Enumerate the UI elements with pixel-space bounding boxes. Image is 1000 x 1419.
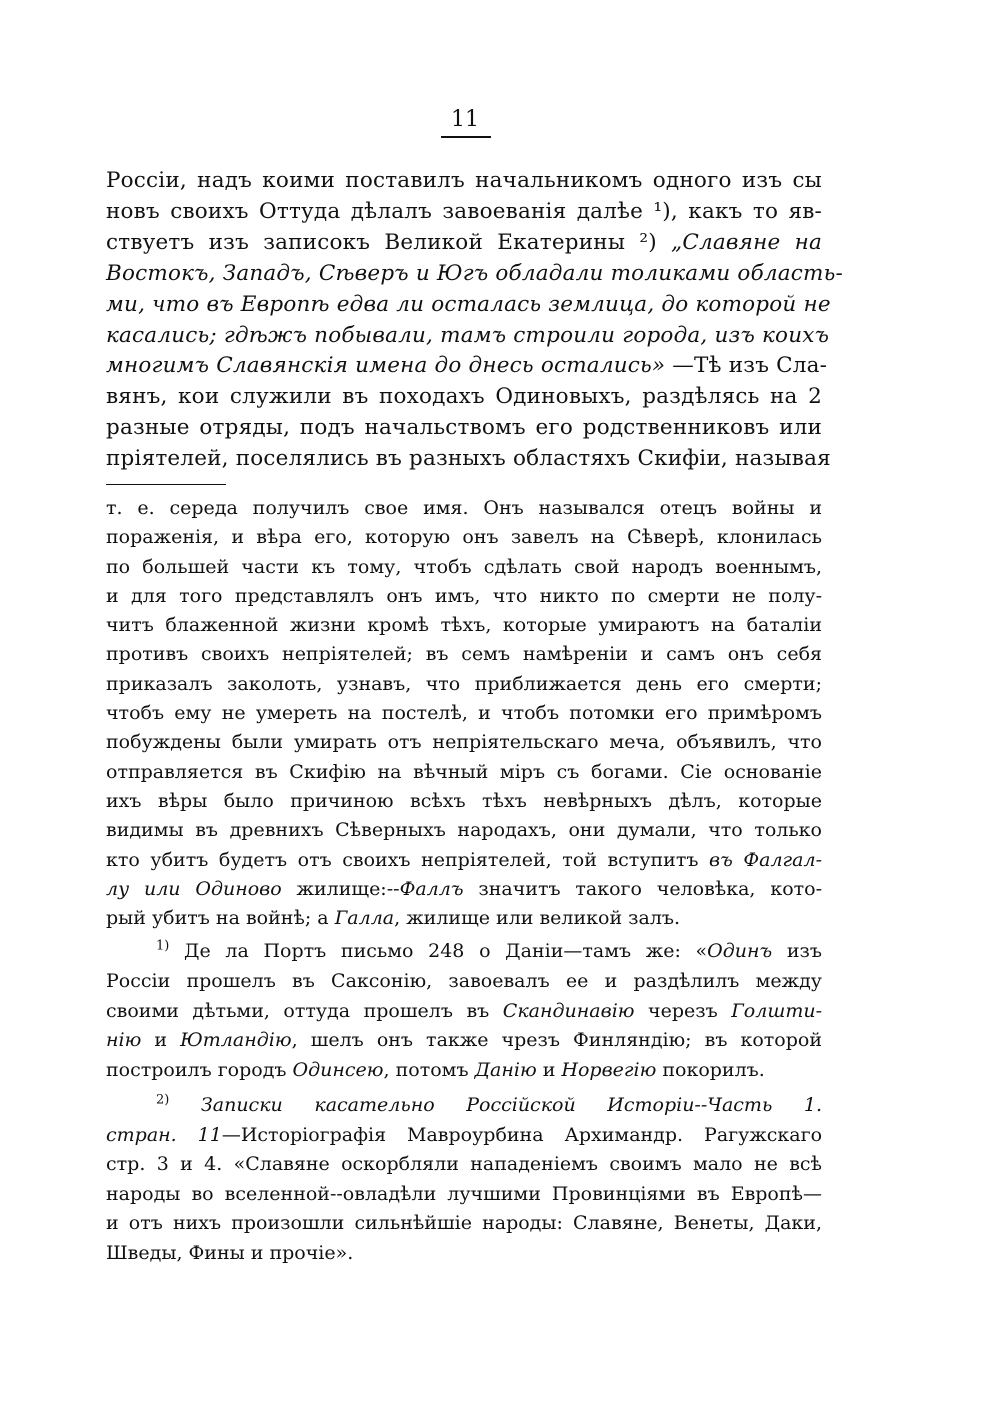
fn1-line-3-mid: черезъ xyxy=(634,999,732,1022)
fn2-line-1-italic: Записки касательно Россійской Исторіи--Часть 1. xyxy=(200,1094,822,1116)
fn1-line-1-italic: Одинъ xyxy=(707,940,773,962)
fn1-line-3-italic-2: Голшти- xyxy=(731,999,822,1022)
fn2-line-2 xyxy=(106,1121,822,1151)
fn-cont-line-5: читъ блаженной жизни кромѣ тѣхъ, которые умираютъ на баталіи xyxy=(106,614,822,637)
fn1-line-3-italic-1: Скандинавію xyxy=(502,999,635,1022)
fn1-line-3 xyxy=(106,997,822,1027)
page-number-underline xyxy=(441,136,491,138)
fn-cont-line-13-text: кто убитъ будетъ отъ своихъ непріятелей, той вступитъ xyxy=(106,848,699,871)
fn-cont-line-4: и для того представлялъ онъ имъ, что никто по смерти не полу- xyxy=(106,584,822,607)
fn1-line-4-tail: , шелъ онъ также чрезъ Финляндію; въ которой xyxy=(291,1029,822,1052)
fn-cont-line-12: видимы въ древнихъ Сѣверныхъ народахъ, они думали, что только xyxy=(106,819,822,842)
fn2-line-6: Шведы, Фины и прочіе». xyxy=(106,1241,354,1264)
main-line-4: Востокъ, Западъ, Сѣверъ и Югъ обладали толиками область- xyxy=(106,260,844,286)
main-line-7-quote: многимъ Славянскія имена до днесь остались» xyxy=(106,353,666,379)
fn1-line-5-mid: , потомъ xyxy=(383,1059,475,1082)
main-text xyxy=(106,166,844,475)
fn-cont-line-3: по большей части къ тому, чтобъ сдѣлать свой народъ военнымъ, xyxy=(106,555,822,578)
main-line-3 xyxy=(106,228,822,259)
fn1-line-4-italic-2: Ютландію xyxy=(180,1029,292,1052)
fn-cont-line-13 xyxy=(106,846,822,875)
fn2-line-5: и отъ нихъ произошли сильнѣйшіе народы: Славяне, Венеты, Даки, xyxy=(106,1212,822,1235)
fn-cont-line-1: т. е. середа получилъ свое имя. Онъ назывался отецъ войны и xyxy=(106,497,822,519)
fn1-line-5-text: построилъ городъ xyxy=(106,1059,287,1082)
main-line-3-text: ствуетъ изъ записокъ Великой Екатерины ²) xyxy=(106,229,657,255)
fn-cont-line-2: пораженія, и вѣра его, которую онъ завелъ на Сѣверѣ, клонилась xyxy=(106,526,822,549)
main-line-7 xyxy=(106,351,828,382)
footnote-1 xyxy=(106,937,822,1086)
fn-cont-line-10: отправляется въ Скифію на вѣчный міръ съ богами. Сіе основаніе xyxy=(106,760,822,783)
footnote-2 xyxy=(106,1091,822,1269)
fn-cont-line-13-italic: въ Фалгал- xyxy=(709,848,822,871)
main-line-10: пріятелей, поселялись въ разныхъ областяхъ Скифіи, называя xyxy=(106,446,831,472)
fn1-line-4-italic-1: нію xyxy=(106,1029,142,1052)
footnote-continuation xyxy=(106,494,822,933)
main-line-5: ми, что въ Европѣ едва ли осталась землица, до которой не xyxy=(106,291,831,317)
fn1-line-2: Россіи прошелъ въ Саксонію, завоевалъ ее и раздѣлилъ между xyxy=(106,969,822,992)
fn1-line-5-tail: покорилъ. xyxy=(656,1059,765,1082)
fn1-line-3-text: своими дѣтьми, оттуда прошелъ въ xyxy=(106,999,490,1022)
fn1-line-1 xyxy=(106,937,822,967)
fn-cont-line-15 xyxy=(106,904,822,933)
main-line-2: новъ своихъ Оттуда дѣлалъ завоеванія далѣе ¹), какъ то яв- xyxy=(106,198,822,224)
main-line-6: касались; гдѣжъ побывали, тамъ строили города, изъ коихъ xyxy=(106,322,830,348)
fn-cont-line-11: ихъ вѣры было причиною всѣхъ тѣхъ невѣрныхъ дѣлъ, которые xyxy=(106,789,822,812)
fn2-line-1 xyxy=(106,1091,822,1121)
main-line-9: разные отряды, подъ начальствомъ его родственниковъ или xyxy=(106,415,822,441)
fn-cont-line-14-tail: значитъ такого человѣка, кото- xyxy=(463,877,822,900)
fn1-line-4 xyxy=(106,1026,822,1056)
fn1-line-5-italic-1: Одинсею xyxy=(292,1059,384,1082)
fn1-line-5-italic-3: Норвегію xyxy=(561,1059,657,1082)
fn-cont-line-15-italic: Галла xyxy=(334,907,395,930)
fn-cont-line-14-italic-1: Одиново xyxy=(195,877,282,900)
fn-cont-line-6: противъ своихъ непріятелей; въ семъ намѣреніи и самъ онъ себя xyxy=(106,643,822,666)
main-line-3-quote: „Славяне на xyxy=(671,229,822,255)
fn1-marker: 1) xyxy=(156,938,170,954)
fn2-line-2-tail: —Исторіографія Мавроурбина Архимандр. Рагужскаго xyxy=(221,1123,823,1146)
fn-cont-line-7: приказалъ заколоть, узнавъ, что приближается день его смерти; xyxy=(106,672,822,695)
fn2-line-3: стр. 3 и 4. «Славяне оскорбляли нападеніемъ своимъ мало не всѣ xyxy=(106,1153,822,1176)
fn1-line-5-italic-2: Данію xyxy=(474,1059,537,1082)
fn2-line-2-italic: стран. 11 xyxy=(106,1123,222,1146)
fn2-line-4: народы во вселенной--овладѣли лучшими Провинціями въ Европѣ— xyxy=(106,1182,822,1205)
fn-cont-line-15-text: рый убитъ на войнѣ; а xyxy=(106,907,329,930)
fn-cont-line-15-tail: , жилище или великой залъ. xyxy=(394,907,681,930)
main-line-8: вянъ, кои служили въ походахъ Одиновыхъ, раздѣлясь на 2 xyxy=(106,384,822,410)
fn1-line-5-mid-2: и xyxy=(536,1059,562,1082)
fn-cont-line-14 xyxy=(106,875,822,904)
main-line-7-tail: —Тѣ изъ Сла- xyxy=(665,353,828,379)
fn1-line-4-mid: и xyxy=(141,1029,181,1052)
fn-cont-line-8: чтобъ ему не умереть на постелѣ, и чтобъ потомки его примѣромъ xyxy=(106,702,822,725)
fn1-line-1-text: Де ла Портъ письмо 248 о Даніи—тамъ же: « xyxy=(184,940,708,962)
fn1-line-1-tail: изъ xyxy=(772,940,823,962)
fn-cont-line-14-mid: жилище:-- xyxy=(281,877,400,900)
fn-cont-line-14-italic-2: Фаллъ xyxy=(399,877,464,900)
fn1-line-5 xyxy=(106,1056,822,1086)
fn2-marker: 2) xyxy=(156,1092,170,1108)
fn-cont-line-14-start: лу или xyxy=(106,877,181,900)
footnote-separator xyxy=(106,484,226,485)
main-line-1: Россіи, надъ коими поставилъ начальникомъ одного изъ сы xyxy=(106,168,822,193)
fn-cont-line-9: побуждены были умирать отъ непріятельскаго меча, объявилъ, что xyxy=(106,731,822,754)
page-number: 11 xyxy=(451,107,479,132)
